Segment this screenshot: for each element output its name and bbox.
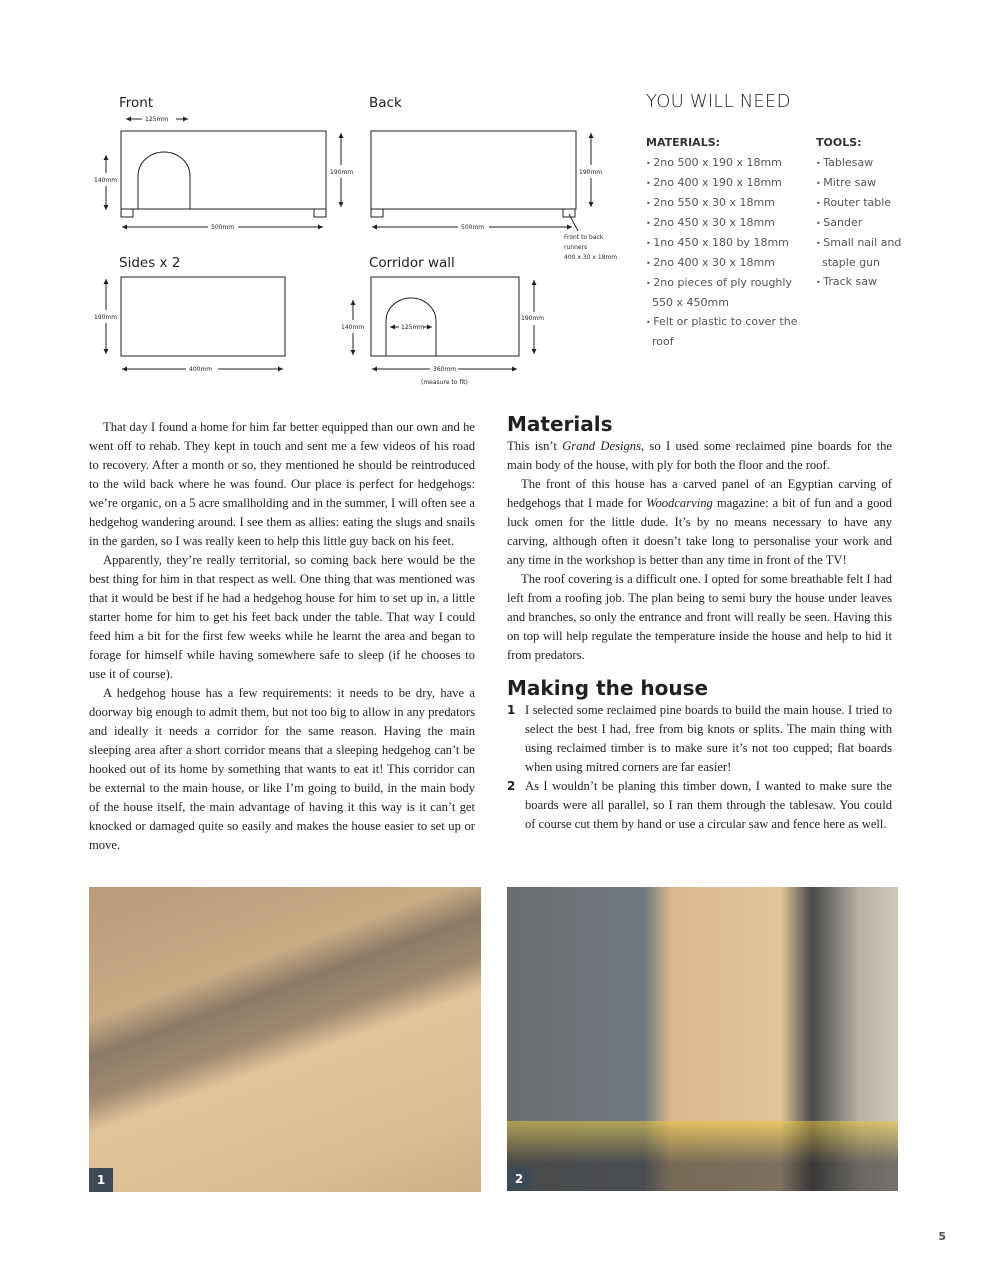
materials-heading: MATERIALS: [646,136,721,149]
list-item: • 2no 450 x 30 x 18mm [646,213,806,233]
page-number: 5 [938,1230,946,1243]
front-panel [121,131,326,209]
paragraph: This isn’t Grand Designs, so I used some reclaimed pine boards for the main body of the house, with ply for both the floor and the roof. [507,439,892,472]
tools-heading: TOOLS: [816,136,862,149]
back-title: Back [369,95,402,111]
photo-badge: 2 [507,1167,531,1191]
steps-list [507,701,892,834]
list-item: • 1no 450 x 180 by 18mm [646,233,806,253]
making-heading: Making the house [507,676,709,700]
dim-label: 500mm [461,224,485,231]
corridor-panel [371,277,519,356]
list-item: • Small nail and staple gun [816,233,911,272]
corridor-title: Corridor wall [369,255,455,271]
front-title: Front [119,95,154,111]
dim-label: 190mm [330,169,354,176]
list-item: • Felt or plastic to cover the roof [646,312,806,351]
dim-label: 400mm [189,366,213,373]
list-item: • Sander [816,213,911,233]
photo-tablesaw [507,887,898,1191]
dim-label: 125mm [401,324,425,331]
dim-label: 125mm [145,116,169,123]
list-item: • Tablesaw [816,153,911,173]
paragraph: The roof covering is a difficult one. I opted for some breathable felt I had left from a roofing job. The plan being to semi bury the house under leaves and branches, so only the entrance and front will really be seen. Having this on top will help regulate the temperature inside the house and help to hid it from predators. [507,572,892,662]
dim-note: (measure to fit) [421,379,468,386]
step-item: 1 I selected some reclaimed pine boards to build the main house. I tried to select the best I had, free from big knots or splits. The main thing with using reclaimed timber is to make sure it’s not too cupped; flat boards when using mitred corners are far easier! [507,703,892,774]
dim-label: 190mm [579,169,603,176]
list-item: • 2no 400 x 190 x 18mm [646,173,806,193]
materials-heading: Materials [507,412,613,436]
front-arch [138,152,190,209]
paragraph: A hedgehog house has a few requirements: it needs to be dry, have a doorway big enough to admit them, but not too big to allow in any predators and ideally it needs a corridor for the same reason. Having the main sleeping area after a short corridor means that a sleeping hedgehog can’t be hooked out of its home by something that wants to eat it! This corridor can be external to the main house, or like I’m going to build, in the main body of the house itself, the main advantage of having it this way is it can’t get knocked or damaged quite so easily and makes the house easier to set up or move. [89,686,475,852]
dim-label: 360mm [433,366,457,373]
saw-base [507,1121,898,1191]
photo-pine-boards [89,887,481,1192]
runner-note: Front to back [564,234,604,241]
materials-list [646,133,806,351]
list-item: • 2no 400 x 30 x 18mm [646,253,806,273]
runner-note: runners [564,244,588,251]
list-item: • 2no 500 x 190 x 18mm [646,153,806,173]
left-column [89,418,475,855]
list-item: • Router table [816,193,911,213]
dim-label: 190mm [94,314,118,321]
dim-label: 190mm [521,315,545,322]
dim-label: 140mm [94,177,118,184]
back-panel [371,131,576,209]
paragraph: Apparently, they’re really territorial, so coming back here would be the best thing for him in that respect as well. One thing that was mentioned was that it would be best if he had a hedgehog house for him to set up in, a little starter home for him to get his feet back under the table. That way I could feed him a bit for the first few weeks while he learnt the area and began to forage for himself while having somewhere safe to sleep (if he chooses to use it of course). [89,553,475,681]
dim-label: 500mm [211,224,235,231]
side-panel [121,277,285,356]
list-item: • 2no 550 x 30 x 18mm [646,193,806,213]
list-item: • Track saw [816,272,911,292]
list-item: • Mitre saw [816,173,911,193]
list-item: • 2no pieces of ply roughly 550 x 450mm [646,273,806,312]
paragraph: That day I found a home for him far better equipped than our own and he went off to rehab. They kept in touch and sent me a few videos of his road to recovery. After a month or so, they mentioned he should be reintroduced to the wild back where he was found. Our place is perfect for hedgehogs: we’re organic, on a 5 acre smallholding and in the summer, I will often see a hedgehog wandering around. I see them as allies: eating the slugs and snails in the garden, so I was really keen to help this little guy back on his feet. [89,420,475,548]
runner-note: 400 x 30 x 18mm [564,254,618,261]
paragraph: The front of this house has a carved panel of an Egyptian carving of hedgehogs that I made for Woodcarving magazine: a bit of fun and a good luck omen for the little dude. It’s by no means necessary to have any carving, although often it doesn’t take long to personalise your work and any time in the workshop is better than any time in front of the TV! [507,477,893,567]
dim-label: 140mm [341,324,365,331]
photo-badge: 1 [89,1168,113,1192]
tools-list [816,133,911,292]
right-column [507,411,892,834]
sides-title: Sides x 2 [119,255,181,271]
step-item: 2 As I wouldn’t be planing this timber down, I wanted to make sure the boards were all parallel, so I ran them through the tablesaw. You could of course cut them by hand or use a circular saw and fence here as well. [507,779,892,831]
you-will-need-title: YOU WILL NEED [646,91,791,112]
